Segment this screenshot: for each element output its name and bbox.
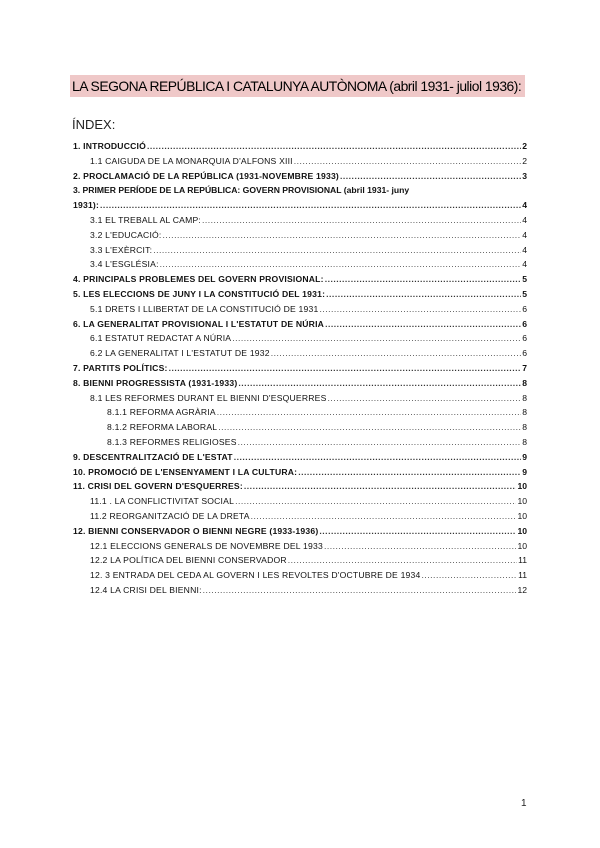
- toc-entry-title: 6. LA GENERALITAT PROVISIONAL I L'ESTATUT DE NÚRIA: [73, 318, 325, 329]
- toc-entry-page: 4: [522, 200, 527, 211]
- toc-dot-leader: [238, 376, 521, 391]
- toc-dot-leader: [153, 243, 521, 258]
- toc-entry[interactable]: [0, 494, 600, 509]
- toc-dot-leader: [340, 169, 521, 184]
- toc-entry[interactable]: [0, 243, 600, 258]
- toc-dot-leader: [325, 272, 522, 287]
- toc-entry-page: 6: [522, 333, 527, 344]
- toc-entry[interactable]: [0, 479, 600, 494]
- toc-entry[interactable]: [0, 524, 600, 539]
- toc-entry[interactable]: [0, 257, 600, 272]
- toc-entry-page: 8: [522, 392, 527, 403]
- toc-entry-page: 2: [522, 155, 527, 166]
- toc-entry-title: 8.1.2 REFORMA LABORAL: [107, 422, 218, 433]
- toc-dot-leader: [288, 553, 517, 568]
- toc-dot-leader: [244, 479, 517, 494]
- toc-entry[interactable]: [0, 435, 600, 450]
- toc-entry[interactable]: [0, 391, 600, 406]
- toc-entry-title: 7. PARTITS POLÍTICS:: [73, 362, 168, 373]
- toc-entry-page: 8: [522, 407, 527, 418]
- toc-entry-title: 11. CRISI DEL GOVERN D'ESQUERRES:: [73, 481, 243, 492]
- toc-entry-title: 3.3 L'EXÈRCIT:: [90, 244, 153, 255]
- toc-entry[interactable]: [0, 228, 600, 243]
- toc-dot-leader: [325, 317, 521, 332]
- toc-entry-page: 4: [522, 214, 527, 225]
- toc-entry-title: 12. 3 ENTRADA DEL CEDA AL GOVERN I LES REVOLTES D'OCTUBRE DE 1934: [90, 570, 421, 581]
- toc-entry[interactable]: [0, 272, 600, 287]
- toc-dot-leader: [235, 494, 516, 509]
- toc-entry-title: 3.2 L'EDUCACIÓ:: [90, 229, 162, 240]
- toc-entry-title: 1. INTRODUCCIÓ: [73, 141, 146, 151]
- toc-dot-leader: [100, 198, 521, 213]
- toc-entry[interactable]: [0, 183, 600, 213]
- toc-entry-page: 11: [518, 555, 527, 566]
- toc-entry-title: 12.2 LA POLÍTICA DEL BIENNI CONSERVADOR: [90, 555, 287, 566]
- toc-entry-title: 11.2 REORGANITZACIÓ DE LA DRETA: [90, 510, 250, 521]
- toc-entry[interactable]: [0, 465, 600, 480]
- toc-entry-page: 10: [517, 525, 527, 536]
- toc-entry-page: 5: [522, 274, 527, 285]
- toc-entry-title-line1: 3. PRIMER PERÍODE DE LA REPÚBLICA: GOVERN PROVISIONAL (abril 1931- juny: [73, 185, 410, 196]
- toc-entry-page: 8: [522, 422, 527, 433]
- toc-dot-leader: [319, 302, 521, 317]
- toc-entry-title: 6.1 ESTATUT REDACTAT A NÚRIA: [90, 333, 232, 344]
- toc-entry[interactable]: [0, 568, 600, 583]
- toc-entry-title: 9. DESCENTRALITZACIÓ DE L'ESTAT: [73, 451, 233, 462]
- toc-entry-page: 5: [522, 288, 527, 299]
- toc-entry[interactable]: [0, 169, 600, 184]
- page-title: LA SEGONA REPÚBLICA I CATALUNYA AUTÒNOMA (abril 1931- juliol 1936):: [70, 75, 525, 97]
- toc-dot-leader: [160, 257, 522, 272]
- toc-entry-title: 5.1 DRETS I LLIBERTAT DE LA CONSTITUCIÓ DE 1931: [90, 303, 319, 314]
- toc-dot-leader: [203, 583, 517, 598]
- toc-dot-leader: [232, 331, 521, 346]
- toc-entry-title: 6.2 LA GENERALITAT I L'ESTATUT DE 1932: [90, 348, 270, 359]
- toc-dot-leader: [217, 405, 521, 420]
- toc-dot-leader: [294, 154, 521, 169]
- toc-entry[interactable]: [0, 213, 600, 228]
- toc-entry-page: 10: [517, 481, 527, 492]
- toc-entry[interactable]: [0, 317, 600, 332]
- toc-dot-leader: [169, 361, 522, 376]
- toc-entry[interactable]: [0, 139, 600, 154]
- toc-entry[interactable]: [0, 287, 600, 302]
- toc-entry-title: 8.1 LES REFORMES DURANT EL BIENNI D'ESQUERRES: [90, 392, 327, 403]
- toc-entry[interactable]: [0, 376, 600, 391]
- toc-entry-page: 4: [522, 229, 527, 240]
- toc-entry-page: 4: [522, 259, 527, 270]
- toc-entry-title: 11.1 . LA CONFLICTIVITAT SOCIAL: [90, 496, 235, 507]
- toc-entry[interactable]: [0, 509, 600, 524]
- toc-dot-leader: [202, 213, 521, 228]
- toc-entry[interactable]: [0, 539, 600, 554]
- toc-entry[interactable]: [0, 302, 600, 317]
- toc-entry-title: 2. PROCLAMACIÓ DE LA REPÚBLICA (1931-NOVEMBRE 1933): [73, 170, 339, 181]
- toc-entry-page: 9: [522, 451, 527, 462]
- toc-entry[interactable]: [0, 420, 600, 435]
- toc-entry-page: 6: [522, 303, 527, 314]
- toc-entry[interactable]: [0, 331, 600, 346]
- toc-dot-leader: [251, 509, 517, 524]
- toc-dot-leader: [163, 228, 522, 243]
- toc-entry[interactable]: [0, 405, 600, 420]
- toc-entry-page: 6: [522, 318, 527, 329]
- toc-entry[interactable]: [0, 346, 600, 361]
- toc-entry[interactable]: [0, 553, 600, 568]
- toc-entry-page: 4: [522, 244, 527, 255]
- toc-dot-leader: [234, 450, 521, 465]
- toc-entry[interactable]: [0, 154, 600, 169]
- toc-entry-title: 10. PROMOCIÓ DE L'ENSENYAMENT I LA CULTURA:: [73, 466, 298, 477]
- toc-dot-leader: [324, 539, 516, 554]
- toc-entry-page: 2: [522, 141, 527, 151]
- toc-entry-title: 12. BIENNI CONSERVADOR O BIENNI NEGRE (1933-1936): [73, 525, 319, 536]
- toc-dot-leader: [147, 139, 521, 154]
- toc-entry-page: 3: [522, 170, 527, 181]
- toc-entry-title: 12.1 ELECCIONS GENERALS DE NOVEMBRE DEL 1933: [90, 540, 323, 551]
- toc-entry-title: 3.4 L'ESGLÉSIA:: [90, 259, 159, 270]
- toc-dot-leader: [271, 346, 521, 361]
- toc-entry-title: 12.4 LA CRISI DEL BIENNI:: [90, 584, 202, 595]
- toc-entry-page: 7: [522, 362, 527, 373]
- toc-entry-page: 10: [517, 540, 527, 551]
- toc-entry[interactable]: [0, 361, 600, 376]
- toc-entry-title: 8.1.3 REFORMES RELIGIOSES: [107, 436, 237, 447]
- toc-dot-leader: [422, 568, 518, 583]
- toc-entry-page: 10: [517, 510, 527, 521]
- toc-entry-page: 8: [522, 436, 527, 447]
- toc-dot-leader: [238, 435, 522, 450]
- toc-entry[interactable]: [0, 450, 600, 465]
- toc-entry-page: 10: [517, 496, 527, 507]
- toc-dot-leader: [298, 465, 521, 480]
- toc-entry-page: 9: [522, 466, 527, 477]
- toc-entry-title: 1.1 CAIGUDA DE LA MONARQUIA D'ALFONS XIII: [90, 155, 293, 166]
- toc-entry[interactable]: [0, 583, 600, 598]
- toc-dot-leader: [328, 391, 522, 406]
- toc-dot-leader: [319, 524, 516, 539]
- toc-entry-page: 11: [518, 570, 527, 581]
- toc-entry-title: 5. LES ELECCIONS DE JUNY I LA CONSTITUCIÓ DEL 1931:: [73, 288, 326, 299]
- table-of-contents: [0, 139, 600, 598]
- toc-entry-title: 4. PRINCIPALS PROBLEMES DEL GOVERN PROVISIONAL:: [73, 274, 324, 285]
- toc-entry-page: 6: [522, 348, 527, 359]
- page-number: 1: [521, 798, 527, 809]
- toc-entry-page: 8: [522, 377, 527, 388]
- toc-dot-leader: [326, 287, 521, 302]
- toc-entry-title: 3.1 EL TREBALL AL CAMP:: [90, 214, 201, 225]
- toc-entry-title: 1931):: [73, 200, 100, 211]
- toc-entry-title: 8. BIENNI PROGRESSISTA (1931-1933): [73, 377, 238, 388]
- index-heading: ÍNDEX:: [72, 117, 116, 132]
- toc-dot-leader: [218, 420, 521, 435]
- toc-entry-page: 12: [517, 584, 527, 595]
- toc-entry-title: 8.1.1 REFORMA AGRÀRIA: [107, 407, 216, 418]
